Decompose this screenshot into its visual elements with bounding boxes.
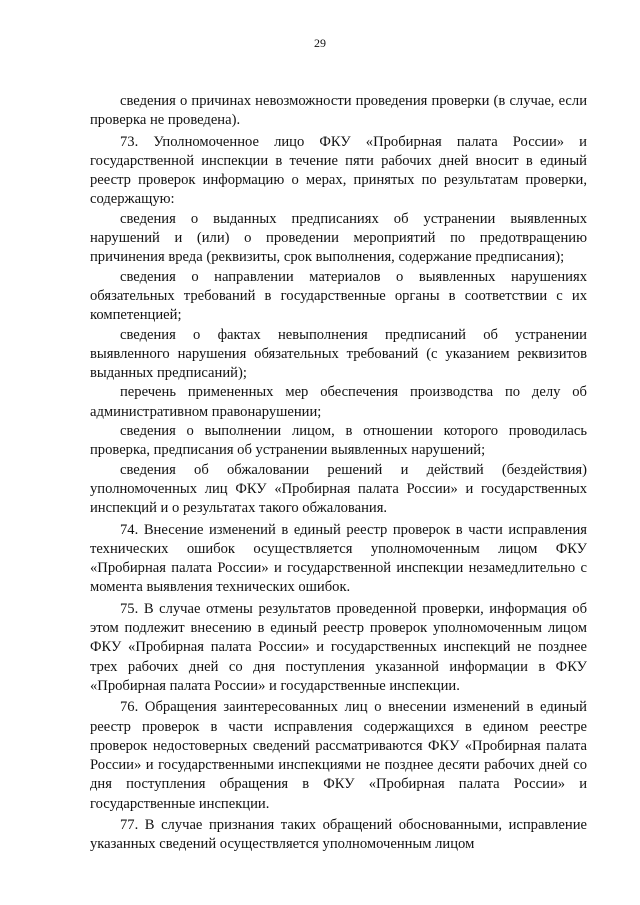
paragraph-76: 76. Обращения заинтересованных лиц о внесении изменений в единый реестр проверок в части исправления содержащихся в едином реестре проверок недостоверных сведений рассматриваются ФКУ «Пробирная палата России» и государственными инспекциями не позднее десяти рабочих дней со дня поступления обращения в ФКУ «Пробирная палата России» и государственные инспекции. [90, 699, 587, 812]
paragraph: сведения о причинах невозможности проведения проверки (в случае, если проверка не проведена). [90, 93, 587, 129]
list-item: сведения о направлении материалов о выявленных нарушениях обязательных требований в государственные органы в соответствии с их компетенцией; [90, 268, 587, 324]
list-item: перечень примененных мер обеспечения производства по делу об административном правонарушении; [90, 384, 587, 420]
list-item: сведения о выданных предписаниях об устранении выявленных нарушений и (или) о проведении мероприятий по предотвращению причинения вреда (реквизиты, срок выполнения, содержание предписания); [90, 210, 587, 266]
paragraph-73: 73. Уполномоченное лицо ФКУ «Пробирная палата России» и государственной инспекции в течение пяти рабочих дней вносит в единый реестр проверок информацию о мерах, принятых по результатам проверки, содержащую: [90, 133, 587, 208]
paragraph-77: 77. В случае признания таких обращений обоснованными, исправление указанных сведений осуществляется уполномоченным лицом [90, 816, 587, 853]
page-number: 29 [314, 36, 326, 50]
paragraph-75: 75. В случае отмены результатов проведенной проверки, информация об этом подлежит внесению в единый реестр проверок уполномоченным лицом ФКУ «Пробирная палата России» и государственных инспекций не позднее трех рабочих дней со дня поступления указанной информации в ФКУ «Пробирная палата России» и государственные инспекции. [90, 600, 587, 694]
list-item: сведения о фактах невыполнения предписаний об устранении выявленного нарушения обязательных требований (с указанием реквизитов выданных предписаний); [90, 326, 587, 382]
list-item: сведения о выполнении лицом, в отношении которого проводилась проверка, предписания об устранении выявленных нарушений; [90, 423, 587, 459]
document-body [90, 92, 587, 857]
paragraph-74: 74. Внесение изменений в единый реестр проверок в части исправления технических ошибок осуществляется уполномоченным лицом ФКУ «Пробирная палата России» и государственной инспекции незамедлительно с момента выявления технических ошибок. [90, 521, 587, 596]
list-item: сведения об обжаловании решений и действий (бездействия) уполномоченных лиц ФКУ «Пробирная палата России» и государственных инспекций и о результатах такого обжалования. [90, 461, 587, 517]
